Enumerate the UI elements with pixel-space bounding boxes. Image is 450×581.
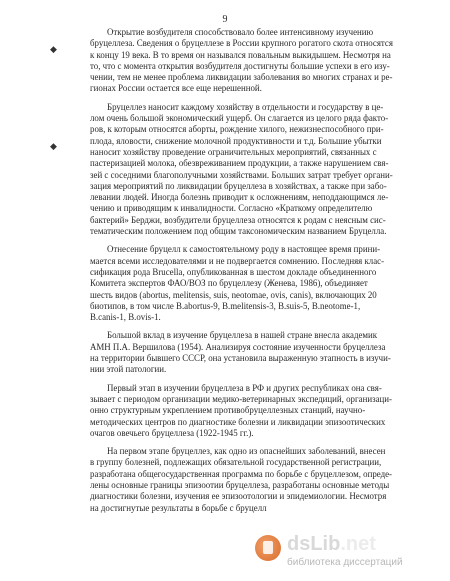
text-line: бруцеллеза. Сведения о бруцеллезе в России крупного рогатого скота относятся xyxy=(90,38,393,49)
text-line: методических центров по диагностике болезни и ликвидации эпизоотических xyxy=(90,416,386,427)
text-line: разработана общегосударственная программа по борьбе с бруцеллезом, опреде- xyxy=(90,468,392,479)
text-line: то, что с момента открытия возбудителя достигнуты большие успехи в его изу- xyxy=(90,60,390,71)
text-line: B.canis-1, B.ovis-1. xyxy=(90,312,161,323)
page-number: 9 xyxy=(222,14,228,25)
text-line: тематическим положением под общим таксономическим названием Бруцелла. xyxy=(90,226,387,237)
text-line: чению и приводящим к инвалидности. Согласно «Краткому определителю xyxy=(90,203,373,214)
watermark-subtitle: библиотека диссертаций xyxy=(287,557,403,568)
text-line: бактерий» Берджи, возбудители бруцеллеза относятся к родам с неясным сис- xyxy=(90,214,386,225)
text-line: на территории бывшего СССР, она установила выраженную этапность в изучи- xyxy=(90,353,391,364)
text-line: АМН П.А. Вершилова (1954). Анализируя состояние изученности бруцеллеза xyxy=(90,341,386,352)
text-line: левании людей. Иногда болезнь приводит к осложнениям, неподдающимся ле- xyxy=(90,192,389,203)
text-line: Открытие возбудителя способствовало более интенсивному изучению xyxy=(107,27,374,37)
text-line: зация мероприятий по ликвидации бруцеллеза в хозяйствах, а также при забо- xyxy=(90,180,387,191)
text-line: Первый этап в изучении бруцеллеза в РФ и других республиках она свя- xyxy=(107,382,382,393)
text-line: мается всеми исследователями и не подвергается сомнению. Последняя клас- xyxy=(90,255,385,266)
watermark-brand-tld: .net xyxy=(340,533,376,555)
text-line: лом очень большой экономический ущерб. Он слагается из целого ряда факто- xyxy=(90,113,389,124)
book-icon xyxy=(255,535,281,561)
text-line: Большой вклад в изучение бруцеллеза в нашей стране внесла академик xyxy=(107,330,378,341)
text-line: на достигнутые результаты в борьбе с бруцелл xyxy=(90,502,267,513)
paragraph xyxy=(90,330,420,375)
text-line: плода, яловости, снижение молочной продуктивности и т.д. Большие убытки xyxy=(90,135,382,146)
paragraph xyxy=(90,446,420,514)
watermark-brand xyxy=(287,533,376,556)
document-body xyxy=(90,27,420,514)
text-line: диагностики болезни, изучения ее эпизоотологии и эпидемиологии. Несмотря xyxy=(90,491,387,502)
margin-mark: ◆ xyxy=(50,44,57,54)
text-line: Отнесение бруцелл к самостоятельному роду в настоящее время прини- xyxy=(107,244,381,255)
text-line: чении, тем не менее проблема ликвидации заболевания во многих странах и ре- xyxy=(90,72,393,83)
text-line: наносит хозяйству проведение ограничительных мероприятий, связанных с xyxy=(90,146,377,157)
text-line: ров, к которым относятся аборты, рождение хилого, нежизнеспособного при- xyxy=(90,124,384,135)
margin-mark: ◆ xyxy=(50,141,57,151)
text-line: Комитета экспертов ФАО/ВОЗ по бруцеллезу (Женева, 1986), объединяет xyxy=(90,278,368,289)
text-line: к концу 19 века. В то время он назывался повальным выкидышем. Несмотря на xyxy=(90,49,391,60)
text-line: очагов овечьего бруцеллеза (1922-1945 гг.). xyxy=(90,427,254,438)
text-line: сификация рода Brucella, опубликованная в шестом докладе объединенного xyxy=(90,266,377,277)
watermark-brand-name: dsLib xyxy=(287,533,341,555)
watermark-logo xyxy=(255,533,440,571)
text-line: пастеризацией молока, обезвреживанием продукции, а также нарушением свя- xyxy=(90,158,389,169)
text-line: зей с соседними благополучными хозяйствами. Больших затрат требует органи- xyxy=(90,169,393,180)
text-line: Бруцеллез наносит каждому хозяйству в отдельности и государству в це- xyxy=(107,101,384,112)
paragraph xyxy=(90,244,420,323)
text-line: зывает с периодом организации медико-ветеринарных экспедиций, организаци- xyxy=(90,393,392,404)
text-line: в группу болезней, подлежащих обязательной государственной регистрации, xyxy=(90,457,382,468)
text-line: нии этой патологии. xyxy=(90,364,167,375)
text-line: шесть видов (abortus, melitensis, suis, neotomae, ovis, canis), включающих 20 xyxy=(90,289,377,300)
text-line: биотипов, в том числе B.abortus-9, B.melitensis-3, B.suis-5, B.neotome-1, xyxy=(90,300,361,311)
text-line: лены основные границы эпизоотии бруцеллеза, разработаны основные методы xyxy=(90,479,390,490)
paragraph xyxy=(90,383,420,439)
text-line: На первом этапе бруцеллез, как одно из опаснейших заболеваний, внесен xyxy=(107,446,386,457)
paragraph xyxy=(90,102,420,238)
text-line: гионах России остается все еще нерешенной. xyxy=(90,83,262,94)
paragraph xyxy=(90,27,420,95)
text-line: онно структурным укреплением противобруцеллезных станций, научно- xyxy=(90,405,366,416)
